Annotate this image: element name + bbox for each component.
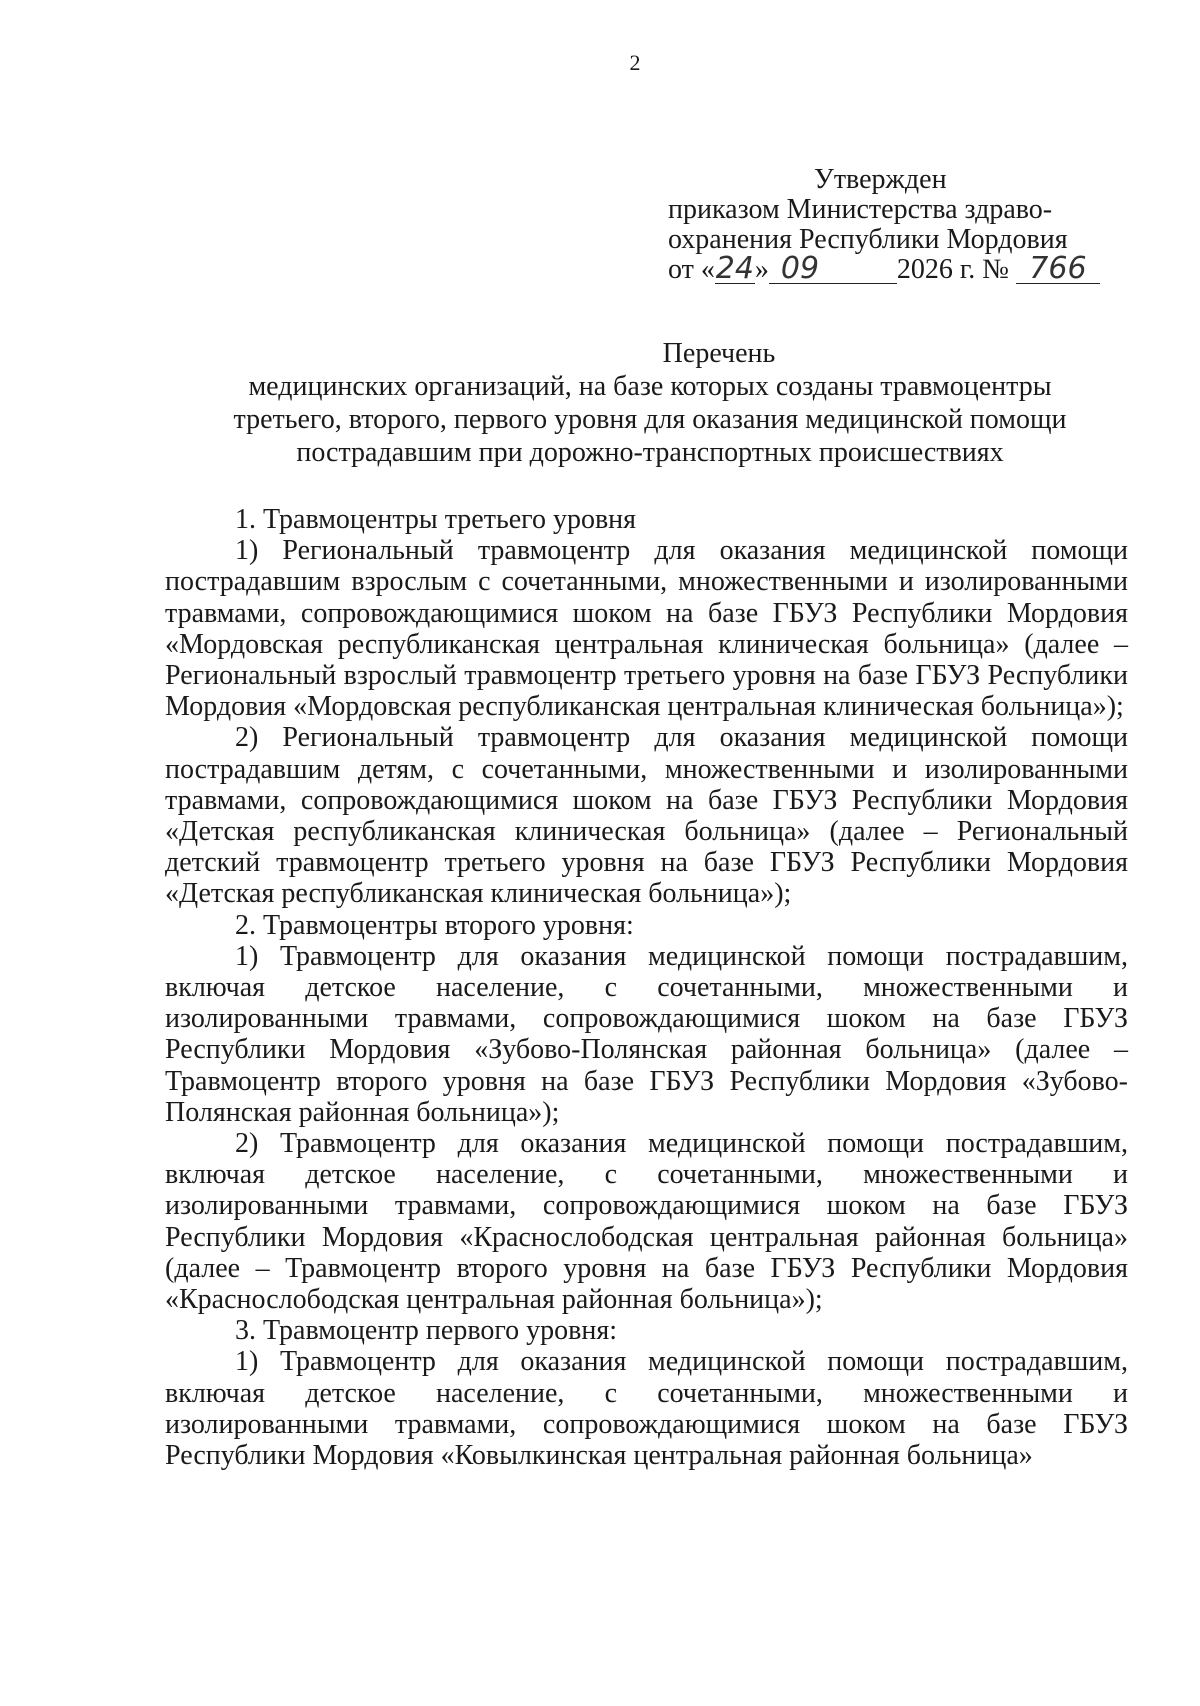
date-year: 2026 г. № xyxy=(896,254,1009,285)
handwritten-day: 24 xyxy=(715,251,754,286)
date-prefix: от « xyxy=(668,254,715,285)
handwritten-month: 09 xyxy=(769,255,897,284)
page-number: 2 xyxy=(629,50,641,75)
document-title xyxy=(150,337,1150,469)
list-item: 1) Травмоцентр для оказания медицинской помощи пострадавшим, включая детское население, с сочетанными, множественными и изолированными травмами, сопровождающимися шоком на базе ГБУЗ Республики Мордовия «Ковылкинская центральная районная больница» xyxy=(165,1346,1128,1472)
list-item: 2) Травмоцентр для оказания медицинской помощи пострадавшим, включая детское население, с сочетанными, множественными и изолированными травмами, сопровождающимися шоком на базе ГБУЗ Республики Мордовия «Краснослободская центральная районная больница» (далее – Травмоцентр второго уровня на базе ГБУЗ Республики Мордовия «Краснослободская центральная районная больница»); xyxy=(165,1128,1128,1316)
document-body xyxy=(165,504,1128,1471)
approval-date-line xyxy=(668,251,1148,286)
date-mid: » xyxy=(754,254,769,285)
list-item: 1) Региональный травмоцентр для оказания медицинской помощи пострадавшим взрослым с сочетанными, множественными и изолированными травмами, сопровождающимися шоком на базе ГБУЗ Республики Мордовия «Мордовская республиканская центральная клиническая больница» (далее – Региональный взрослый травмоцентр третьего уровня на базе ГБУЗ Республики Мордовия «Мордовская республиканская центральная клиническая больница»); xyxy=(165,535,1128,723)
section-heading: 2. Травмоцентры второго уровня: xyxy=(235,909,634,941)
handwritten-number: 766 xyxy=(1016,255,1100,284)
title-line: пострадавшим при дорожно-транспортных происшествиях xyxy=(296,437,1004,468)
list-item: 1) Травмоцентр для оказания медицинской помощи пострадавшим, включая детское население, с сочетанными, множественными и изолированными травмами, сопровождающимися шоком на базе ГБУЗ Республики Мордовия «Зубово-Полянская районная больница» (далее – Травмоцентр второго уровня на базе ГБУЗ Республики Мордовия «Зубово-Полянская районная больница»); xyxy=(165,940,1128,1128)
section-heading: 1. Травмоцентры третьего уровня xyxy=(235,504,637,535)
approval-title: Утвержден xyxy=(814,164,947,195)
title-heading: Перечень xyxy=(662,338,776,369)
title-line: медицинских организаций, на базе которых созданы травмоцентры xyxy=(248,371,1052,402)
approval-stamp xyxy=(668,165,1148,285)
section-heading: 3. Травмоцентр первого уровня: xyxy=(235,1315,617,1347)
approval-line: охранения Республики Мордовия xyxy=(668,224,1068,255)
list-item: 2) Региональный травмоцентр для оказания медицинской помощи пострадавшим детям, с сочетанными, множественными и изолированными травмами, сопровождающимися шоком на базе ГБУЗ Республики Мордовия «Детская республиканская клиническая больница» (далее – Региональный детский травмоцентр третьего уровня на базе ГБУЗ Республики Мордовия «Детская республиканская клиническая больница»); xyxy=(165,722,1128,910)
approval-line: приказом Министерства здраво- xyxy=(668,194,1053,225)
title-line: третьего, второго, первого уровня для оказания медицинской помощи xyxy=(233,404,1067,435)
